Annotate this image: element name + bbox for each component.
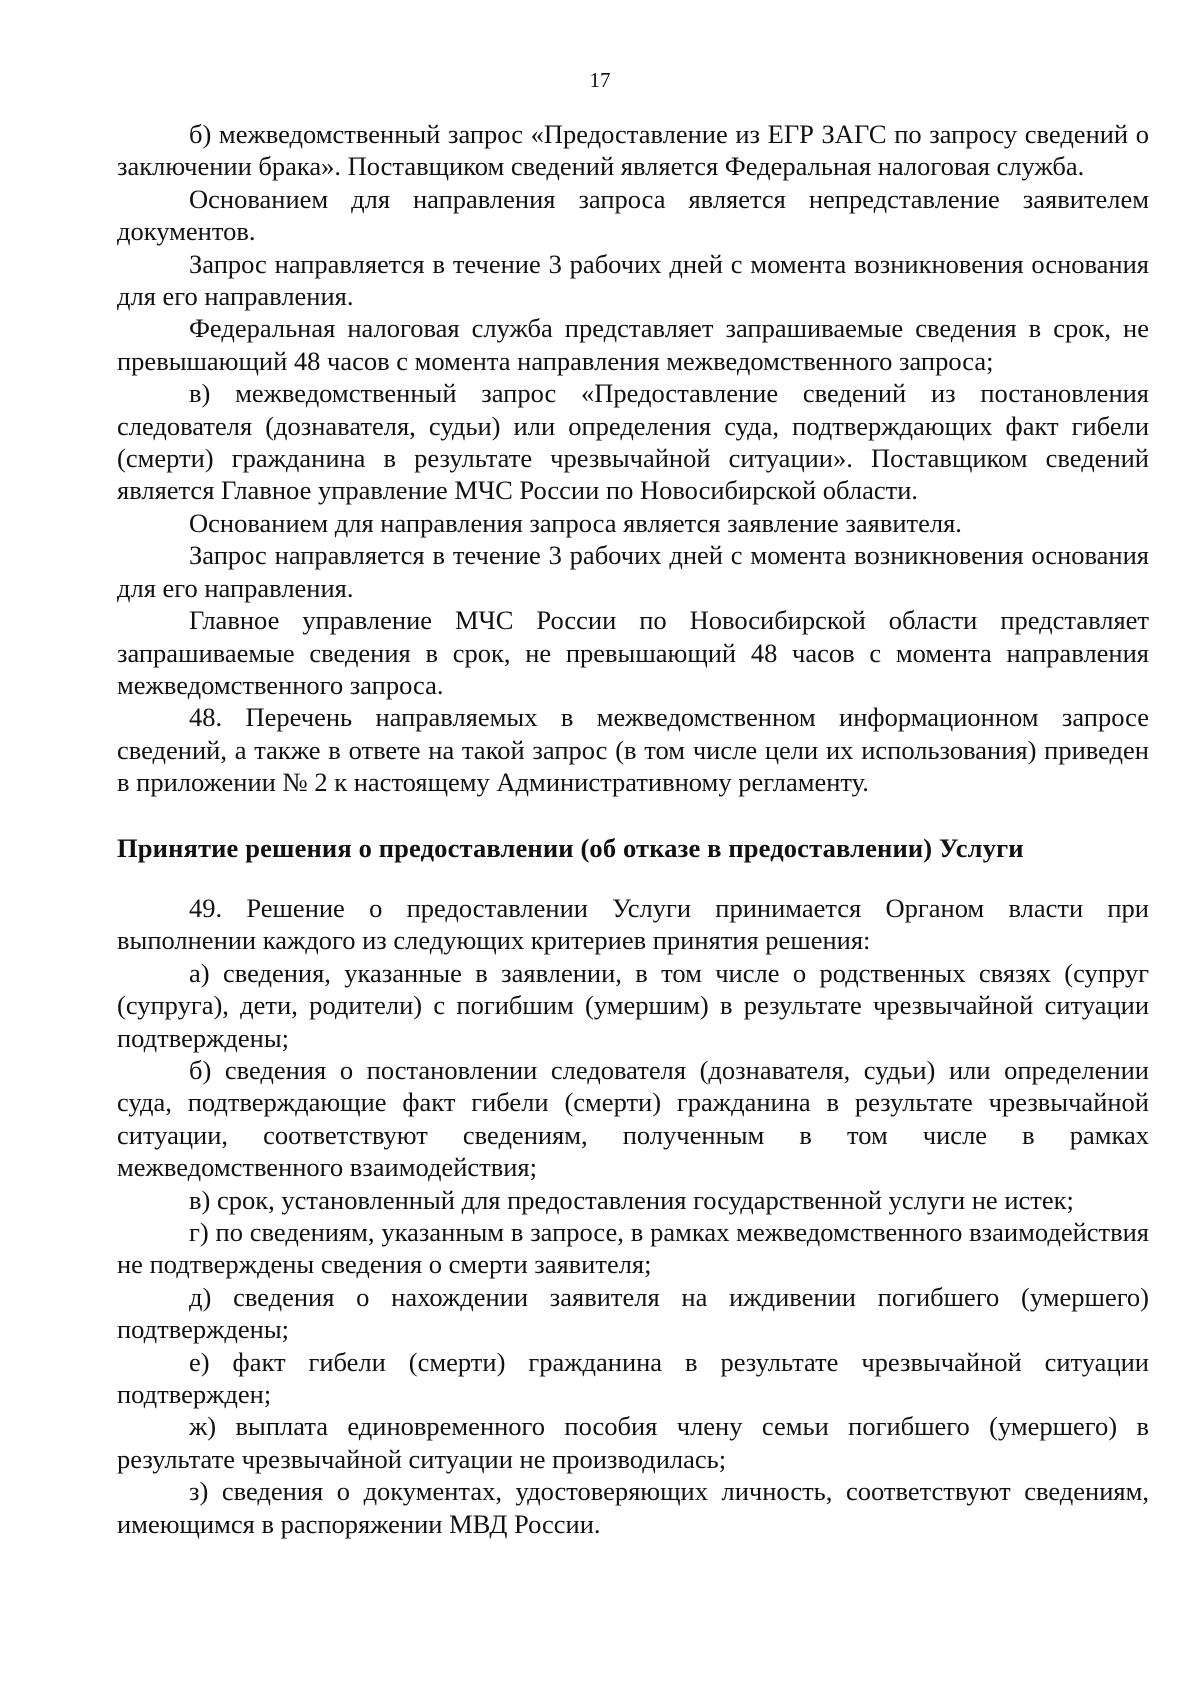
paragraph: а) сведения, указанные в заявлении, в том числе о родственных связях (супруг (супруга), дети, родители) с погибшим (умершим) в результате чрезвычайной ситуации подтверждены; [117, 957, 1149, 1053]
paragraph: в) срок, установленный для предоставления государственной услуги не истек; [189, 1184, 1074, 1215]
paragraph: Запрос направляется в течение 3 рабочих дней с момента возникновения основания для его направления. [117, 540, 1149, 603]
paragraph: в) межведомственный запрос «Предоставление сведений из постановления следователя (дознавателя, судьи) или определения суда, подтверждающих факт гибели (смерти) гражданина в результате чрезвычайной ситуации». Поставщиком сведений является Главное управление МЧС России по Новосибирской области. [117, 378, 1149, 506]
paragraph: е) факт гибели (смерти) гражданина в результате чрезвычайной ситуации подтвержден; [117, 1346, 1149, 1410]
paragraph: б) сведения о постановлении следователя (дознавателя, судьи) или определении суда, подтверждающие факт гибели (смерти) гражданина в результате чрезвычайной ситуации, соответствуют сведениям, полученным в том числе в рамках межведомственного взаимодействия; [117, 1054, 1149, 1183]
page-number: 17 [589, 68, 611, 92]
paragraph: Основанием для направления запроса является непредставление заявителем документов. [117, 183, 1149, 247]
paragraph: Федеральная налоговая служба представляет запрашиваемые сведения в срок, не превышающий 48 часов с момента направления межведомственного запроса; [117, 313, 1149, 376]
section-heading: Принятие решения о предоставлении (об отказе в предоставлении) Услуги [117, 832, 1024, 863]
paragraph: ж) выплата единовременного пособия члену семьи погибшего (умершего) в результате чрезвычайной ситуации не производилась; [117, 1411, 1149, 1474]
paragraph: г) по сведениям, указанным в запросе, в рамках межведомственного взаимодействия не подтверждены сведения о смерти заявителя; [117, 1217, 1149, 1280]
paragraph: Запрос направляется в течение 3 рабочих дней с момента возникновения основания для его направления. [117, 248, 1149, 312]
paragraph: з) сведения о документах, удостоверяющих личность, соответствуют сведениям, имеющимся в распоряжении МВД России. [117, 1476, 1149, 1539]
document-body [117, 118, 1149, 1540]
paragraph: Главное управление МЧС России по Новосибирской области представляет запрашиваемые сведения в срок, не превышающий 48 часов с момента направления межведомственного запроса. [117, 605, 1149, 700]
paragraph: 49. Решение о предоставлении Услуги принимается Органом власти при выполнении каждого из следующих критериев принятия решения: [117, 892, 1149, 956]
paragraph: Основанием для направления запроса является заявление заявителя. [189, 507, 962, 538]
paragraph: б) межведомственный запрос «Предоставление из ЕГР ЗАГС по запросу сведений о заключении брака». Поставщиком сведений является Федеральная налоговая служба. [117, 119, 1149, 182]
paragraph: 48. Перечень направляемых в межведомственном информационном запросе сведений, а также в ответе на такой запрос (в том числе цели их использования) приведен в приложении № 2 к настоящему Административному регламенту. [117, 702, 1149, 798]
paragraph: д) сведения о нахождении заявителя на иждивении погибшего (умершего) подтверждены; [117, 1281, 1149, 1345]
